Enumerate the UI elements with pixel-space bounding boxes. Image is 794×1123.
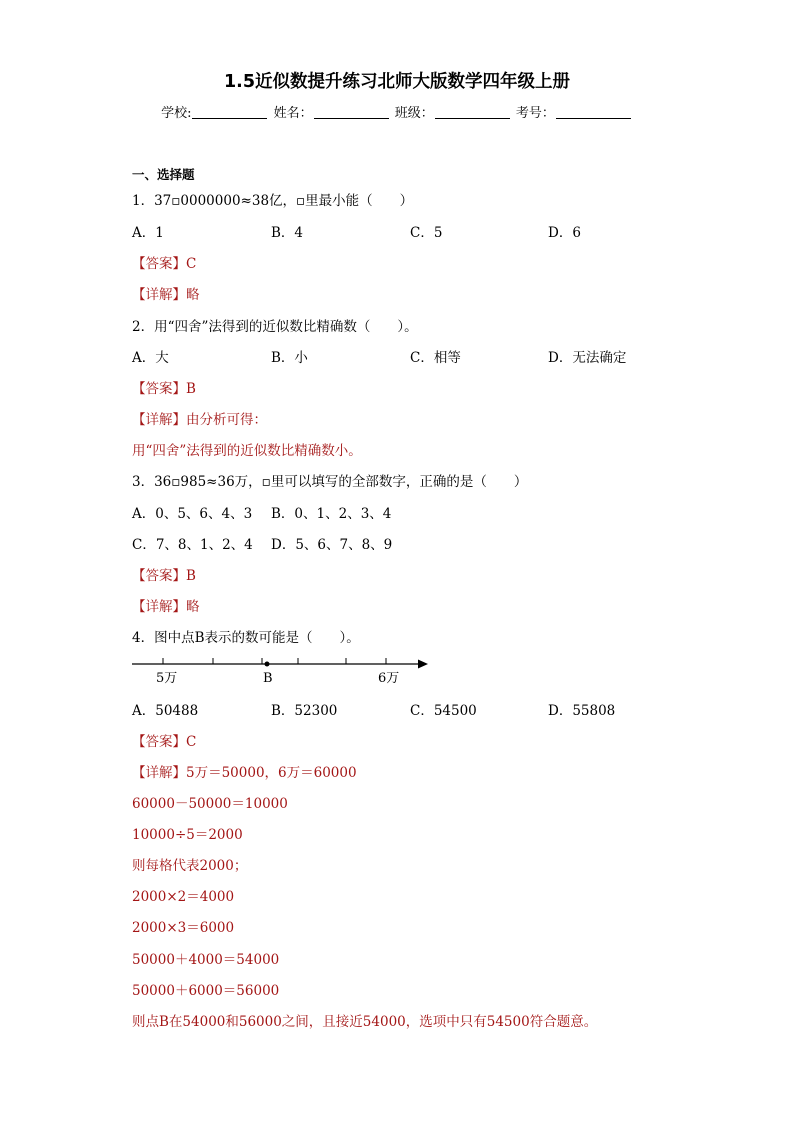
q2-stem: 2．用“四舍”法得到的近似数比精确数（ ）。 <box>132 319 418 335</box>
name-label: 姓名： <box>273 106 313 121</box>
answer-value: B <box>186 568 196 584</box>
q4-step: 2000×3＝6000 <box>132 920 235 936</box>
detail-tag: 【详解】 <box>132 412 186 428</box>
detail-tag: 【详解】 <box>132 599 186 615</box>
q1-option-a: A．1 <box>132 225 164 241</box>
q4-option-b: B．52300 <box>271 703 338 719</box>
answer-value: B <box>186 381 196 397</box>
school-blank[interactable] <box>192 105 267 119</box>
q1-detail <box>132 286 200 304</box>
q4-step: 50000＋6000＝56000 <box>132 983 280 999</box>
section-heading: 一、选择题 <box>132 167 195 182</box>
detail-tag: 【详解】 <box>132 287 186 303</box>
q3-option-d: D．5、6、7、8、9 <box>271 537 393 553</box>
q2-detail-line2: 用“四舍”法得到的近似数比精确数小。 <box>132 443 362 459</box>
answer-value: C <box>186 256 197 272</box>
answer-tag: 【答案】 <box>132 568 186 584</box>
q2-option-b: B．小 <box>271 350 308 366</box>
answer-tag: 【答案】 <box>132 256 186 272</box>
q1-option-c: C．5 <box>410 225 443 241</box>
point-b-label: B <box>263 671 273 686</box>
class-label: 班级： <box>394 106 434 121</box>
student-info-line <box>0 102 794 121</box>
q4-detail <box>132 764 357 782</box>
q4-step: 50000＋4000＝54000 <box>132 952 280 968</box>
q4-step: 2000×2＝4000 <box>132 889 235 905</box>
name-blank[interactable] <box>314 105 389 119</box>
start-label: 5万 <box>156 671 178 686</box>
answer-value: C <box>186 734 197 750</box>
q4-step: 则每格代表2000； <box>132 858 248 874</box>
q3-option-c: C．7、8、1、2、4 <box>132 537 253 553</box>
q1-stem: 1．37▫0000000≈38亿，▫里最小能（ ） <box>132 193 414 209</box>
q3-option-a: A．0、5、6、4、3 <box>132 506 253 522</box>
q3-option-b: B．0、1、2、3、4 <box>271 506 392 522</box>
q3-stem: 3．36▫985≈36万，▫里可以填写的全部数字，正确的是（ ） <box>132 474 528 490</box>
q4-step: 10000÷5＝2000 <box>132 827 243 843</box>
q1-answer <box>132 255 196 273</box>
q4-option-d: D．55808 <box>548 703 616 719</box>
number-line <box>128 652 438 692</box>
q2-option-a: A．大 <box>132 350 169 366</box>
page-title: 1.5近似数提升练习北师大版数学四年级上册 <box>224 72 570 92</box>
exam-number-label: 考号： <box>515 106 555 121</box>
q2-option-c: C．相等 <box>410 350 461 366</box>
detail-text: 略 <box>186 287 200 303</box>
answer-tag: 【答案】 <box>132 381 186 397</box>
detail-text: 5万＝50000，6万＝60000 <box>186 765 357 781</box>
exam-number-blank[interactable] <box>556 105 631 119</box>
end-label: 6万 <box>378 671 400 686</box>
q2-detail <box>132 411 267 429</box>
q3-detail <box>132 598 200 616</box>
q4-stem: 4．图中点B表示的数可能是（ ）。 <box>132 630 360 646</box>
q4-option-a: A．50488 <box>132 703 199 719</box>
number-line-arrow <box>418 660 428 669</box>
q4-step: 则点B在54000和56000之间，且接近54000，选项中只有54500符合题意。 <box>132 1014 598 1030</box>
point-b-marker <box>265 662 270 667</box>
q4-step: 60000－50000＝10000 <box>132 796 288 812</box>
class-blank[interactable] <box>435 105 510 119</box>
school-label: 学校: <box>161 106 192 121</box>
q4-option-c: C．54500 <box>410 703 477 719</box>
q2-answer <box>132 380 196 398</box>
q4-answer <box>132 733 196 751</box>
detail-text: 略 <box>186 599 200 615</box>
detail-tag: 【详解】 <box>132 765 186 781</box>
q3-answer <box>132 567 196 585</box>
q2-option-d: D．无法确定 <box>548 350 627 366</box>
q1-option-d: D．6 <box>548 225 581 241</box>
q1-option-b: B．4 <box>271 225 304 241</box>
detail-text: 由分析可得： <box>186 412 267 428</box>
answer-tag: 【答案】 <box>132 734 186 750</box>
